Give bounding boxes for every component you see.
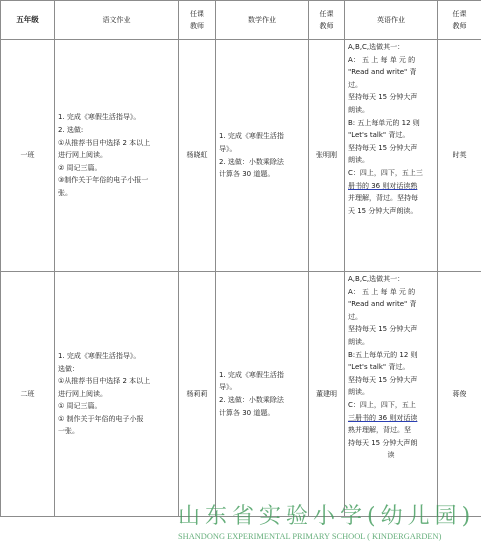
english-teacher: 蒋俊: [438, 272, 481, 517]
watermark-chinese: 山东省实验小学(幼儿园): [178, 504, 476, 529]
chinese-homework-cell: 1. 完成《寒假生活指导》。 选做： ①从推荐书目中选择 2 本以上 进行网上阅读。 ① 周记三篇。 ① 制作关于年俗的电子小报 一张。: [55, 272, 179, 517]
english-homework-cell: A,B,C,选做其一： A： 五 上 每 单 元 的 "Read and write" 背 过。 坚持每天 15 分钟大声 朗读。 B:五上每单元的 12 则 "Let's talk" 背过。 坚持每天 15 分钟大声 朗读。 C：四上，四下，五上 三册书的 36 则对话读 熟并理解，背过。坚 持每天 15 分钟大声朗 读: [345, 272, 438, 517]
table-row: [1, 272, 481, 517]
header-row: [1, 1, 481, 40]
header-chinese-homework: 语文作业: [55, 1, 179, 40]
math-homework-cell: 1. 完成《寒假生活指 导》。 2. 选做：小数乘除法 计算各 30 道题。: [216, 272, 309, 517]
header-math-homework: 数学作业: [216, 1, 309, 40]
english-homework-cell: A,B,C,选做其一： A： 五 上 每 单 元 的 "Read and write" 背 过。 坚持每天 15 分钟大声 朗读。 B: 五上每单元的 12 则 "Let's talk" 背过。 坚持每天 15 分钟大声 朗读。 C：四上，四下，五上三 册书的 36 则对话读熟 并理解，背过。坚持每 天 15 分钟大声朗读。: [345, 40, 438, 272]
class-name: 一班: [1, 40, 55, 272]
chinese-teacher: 杨晓虹: [179, 40, 216, 272]
chinese-homework-cell: 1. 完成《寒假生活指导》。 2. 选做: ①从推荐书目中选择 2 本以上 进行网上阅读。 ② 周记三篇。 ③制作关于年俗的电子小报一 张。: [55, 40, 179, 272]
header-teacher-english: 任课 教师: [438, 1, 481, 40]
header-grade: 五年级: [1, 1, 55, 40]
english-teacher: 时英: [438, 40, 481, 272]
watermark-english: SHANDONG EXPERIMENTAL PRIMARY SCHOOL ( KINDERGARDEN): [178, 532, 442, 541]
table-row: [1, 40, 481, 272]
math-teacher: 董建明: [309, 272, 345, 517]
math-homework-cell: 1. 完成《寒假生活指 导》。 2. 选做：小数乘除法 计算各 30 道题。: [216, 40, 309, 272]
header-teacher-math: 任课 教师: [309, 1, 345, 40]
header-english-homework: 英语作业: [345, 1, 438, 40]
header-teacher-chinese: 任课 教师: [179, 1, 216, 40]
chinese-teacher: 杨莉莉: [179, 272, 216, 517]
class-name: 二班: [1, 272, 55, 517]
math-teacher: 张明刚: [309, 40, 345, 272]
school-watermark: [178, 503, 478, 541]
